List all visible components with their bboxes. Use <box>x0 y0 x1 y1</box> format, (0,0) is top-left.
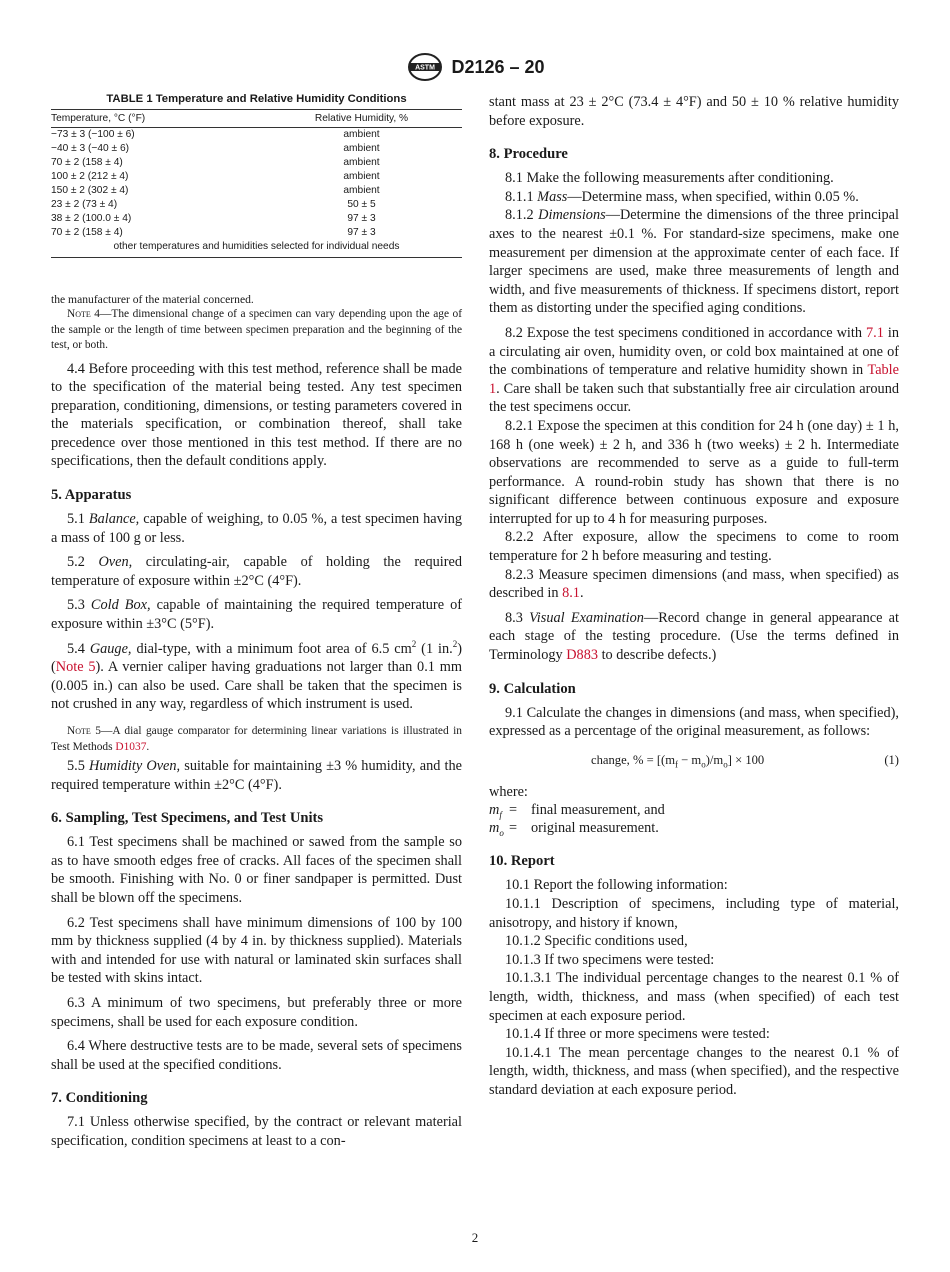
paragraph-6-1: 6.1 Test specimens shall be machined or sawed from the sample so as to have smooth edges free of cracks. All faces of the specimen shall be smooth. Finishing with No. 0 or finer sandpaper is permitted. Dust shall be blown off the specimens. <box>51 834 462 906</box>
equation-number: (1) <box>884 752 899 767</box>
table-cell: 38 ± 2 (100.0 ± 4) <box>51 213 132 224</box>
paragraph-10-1-3: 10.1.3 If two specimens were tested: <box>505 951 715 968</box>
table-cell: ambient <box>343 129 380 140</box>
table-footer-note: other temperatures and humidities selected for individual needs <box>51 240 462 258</box>
paragraph-5-3: 5.3 Cold Box, capable of maintaining the required temperature of exposure within ±3°C (5°F). <box>51 597 462 633</box>
paragraph-8-1-1: 8.1.1 Mass—Determine mass, when specified, within 0.05 %. <box>505 188 859 205</box>
paragraph-10-1-4-1: 10.1.4.1 The mean percentage changes to the nearest 0.1 % of length, width, thickness, and mass (when specified), and the respective standard deviation at each exposure period. <box>489 1044 899 1098</box>
paragraph-8-2-3: 8.2.3 Measure specimen dimensions (and mass, when specified) as described in 8.1. <box>489 566 899 602</box>
paragraph-6-3: 6.3 A minimum of two specimens, but preferably three or more specimens, shall be used for each exposure condition. <box>51 994 462 1030</box>
section-8-1-link[interactable]: 8.1 <box>562 585 580 602</box>
table-cell: 50 ± 5 <box>347 199 376 210</box>
table-cell: ambient <box>343 157 380 168</box>
section-heading-9: 9. Calculation <box>489 680 576 697</box>
section-heading-6: 6. Sampling, Test Specimens, and Test Units <box>51 810 324 827</box>
section-heading-10: 10. Report <box>489 853 555 870</box>
paragraph-8-1-2: 8.1.2 Dimensions—Determine the dimensions of the three principal axes to the nearest ±0.1 %. For standard-size specimens, make one measurement per dimension at the approximate center of each face. If larger specimens are used, make three measurements of length and width, and five measurements of thickness. If specimens distort, report them as distorting under the specified aging conditions. <box>489 207 899 317</box>
paragraph-8-2-2: 8.2.2 After exposure, allow the specimens to come to room temperature for 2 h before measuring and testing. <box>489 529 899 565</box>
paragraph-8-2-1: 8.2.1 Expose the specimen at this condition for 24 h (one day) ± 1 h, 168 h (one week) ± 2 h, and 336 h (two weeks) ± 2 h. Intermediate observations are recommended to serve as a guide to full-term performance. A round-robin study has shown that there is no significant difference between continuous exposure and exposure interrupted for up to 4 h for measuring purposes. <box>489 417 899 527</box>
where-label: where: <box>489 783 528 800</box>
paragraph-10-1-1: 10.1.1 Description of specimens, including type of material, anisotropy, and history if known, <box>489 896 899 931</box>
table-row <box>51 142 462 156</box>
table1-header-temperature: Temperature, °C (°F) <box>51 110 261 128</box>
table-cell: −40 ± 3 (−40 ± 6) <box>51 143 130 154</box>
table-row <box>51 198 462 212</box>
right-column <box>489 93 899 1100</box>
note-4 <box>51 307 462 354</box>
table-cell: −73 ± 3 (−100 ± 6) <box>51 129 135 140</box>
paragraph-10-1-4: 10.1.4 If three or more specimens were tested: <box>505 1026 770 1043</box>
table1 <box>51 109 462 258</box>
page-header <box>0 52 950 82</box>
astm-logo-text: ASTM <box>415 64 436 72</box>
note-5: Note 5—A dial gauge comparator for determining linear variations is illustrated in Test Methods D1037. <box>51 725 462 753</box>
table-row <box>51 226 462 240</box>
paragraph-10-1-3-1: 10.1.3.1 The individual percentage changes to the nearest 0.1 % of length, width, thickness, and mass (when specified) of each test specimen at each exposure period. <box>489 970 899 1024</box>
table1-header-humidity: Relative Humidity, % <box>261 110 462 128</box>
page-number: 2 <box>471 1230 479 1245</box>
table-cell: 97 ± 3 <box>347 227 376 238</box>
note-text: 4—The dimensional change of a specimen can vary depending upon the age of the sample or the length of time between specimen preparation and the beginning of the test, or both. <box>51 308 462 351</box>
section-7-1-link[interactable]: 7.1 <box>866 324 884 341</box>
table-cell: 23 ± 2 (73 ± 4) <box>51 199 118 210</box>
paragraph-4-4: 4.4 Before proceeding with this test method, reference shall be made to the specification of the material being tested. Any test specimen preparation, conditioning, dimensions, or testing parameters covered in the materials specification, or combination thereof, shall take precedence over those mentioned in this test method. If there are no specifications, then the default conditions apply. <box>51 360 462 470</box>
table-row <box>51 156 462 170</box>
where-row-mf: $m_f=$ final measurement, and <box>489 802 665 821</box>
where-row-mo: $m_o=$ original measurement. <box>489 820 659 839</box>
section-heading-5: 5. Apparatus <box>51 487 132 504</box>
paragraph-7-1-continued: stant mass at 23 ± 2°C (73.4 ± 4°F) and 50 ± 10 % relative humidity before exposure. <box>489 94 899 129</box>
paragraph-6-4: 6.4 Where destructive tests are to be made, several sets of specimens shall be used at the specified conditions. <box>51 1038 462 1073</box>
table-cell: 100 ± 2 (212 ± 4) <box>51 171 129 182</box>
paragraph-5-2: 5.2 Oven, circulating-air, capable of holding the required temperature of exposure within ±2°C (4°F). <box>51 554 462 589</box>
table-row <box>51 184 462 198</box>
note-label: Note <box>67 308 91 320</box>
equation-1 <box>489 749 899 779</box>
paragraph-8-1: 8.1 Make the following measurements after conditioning. <box>505 170 834 187</box>
left-column <box>51 93 462 1151</box>
table-row <box>51 170 462 184</box>
note-5-link[interactable]: Note 5 <box>55 659 96 676</box>
paragraph-8-2: 8.2 Expose the test specimens conditioned in accordance with 7.1 in a circulating air oven, humidity oven, or cold box maintained at one of the combinations of temperature and relative humidity shown in Table 1. Care shall be taken such that substantially free air circulation around the test specimens occur. <box>489 324 899 416</box>
table-cell: 70 ± 2 (158 ± 4) <box>51 157 123 168</box>
section-heading-8: 8. Procedure <box>489 146 568 163</box>
astm-logo-icon <box>405 52 445 82</box>
paragraph-5-5: 5.5 Humidity Oven, suitable for maintaining ±3 % humidity, and the required temperature within ±2°C (4°F). <box>51 758 462 793</box>
paragraph-8-3: 8.3 Visual Examination—Record change in general appearance at each stage of the testing procedure. (Use the terms defined in Terminology D883 to describe defects.) <box>489 609 899 664</box>
paragraph-10-1: 10.1 Report the following information: <box>505 877 728 894</box>
table1-title: TABLE 1 Temperature and Relative Humidity Conditions <box>106 93 407 105</box>
table-row <box>51 128 462 143</box>
d1037-link[interactable]: D1037 <box>115 740 147 753</box>
paragraph-5-1: 5.1 Balance, capable of weighing, to 0.05 %, a test specimen having a mass of 100 g or less. <box>51 511 462 546</box>
table-1-link[interactable]: Table 1 <box>489 362 899 397</box>
table-cell: ambient <box>343 143 380 154</box>
table-cell: ambient <box>343 171 380 182</box>
paragraph-9-1: 9.1 Calculate the changes in dimensions (and mass, when specified), expressed as a percentage of the original measurement, as follows: <box>489 704 899 740</box>
table-cell: 150 ± 2 (302 ± 4) <box>51 185 129 196</box>
table-cell: 97 ± 3 <box>347 213 376 224</box>
equation-body: change, % = $[(m_f - m_o)/m_o] \times 100$ <box>591 752 765 770</box>
d883-link[interactable]: D883 <box>566 647 599 664</box>
paragraph-10-1-2: 10.1.2 Specific conditions used, <box>505 933 688 950</box>
section-heading-7: 7. Conditioning <box>51 1090 148 1107</box>
paragraph-7-1: 7.1 Unless otherwise specified, by the contract or relevant material specification, condition specimens at least to a con- <box>51 1114 462 1149</box>
table-footer-row <box>51 240 462 258</box>
paragraph-manufacturer: the manufacturer of the material concerned. <box>51 293 254 306</box>
paragraph-6-2: 6.2 Test specimens shall have minimum dimensions of 100 by 100 mm by thickness supplied (4 by 4 in. by thickness supplied). Materials with and intended for use with natural or laminated skin surfaces shall be tested with skins intact. <box>51 914 462 987</box>
table-cell: ambient <box>343 185 380 196</box>
table-cell: 70 ± 2 (158 ± 4) <box>51 227 123 238</box>
paragraph-5-4: 5.4 Gauge, dial-type, with a minimum foot area of 6.5 $cm^2$ (1 in.$^2$) (Note 5). A vernier caliper having graduations not larger than 0.1 mm (0.005 in.) can also be used. Care shall be taken that the specimen is not crushed in any way, regardless of which instrument is used. <box>51 638 463 713</box>
document-code: D2126 – 20 <box>451 56 545 77</box>
table-row <box>51 212 462 226</box>
